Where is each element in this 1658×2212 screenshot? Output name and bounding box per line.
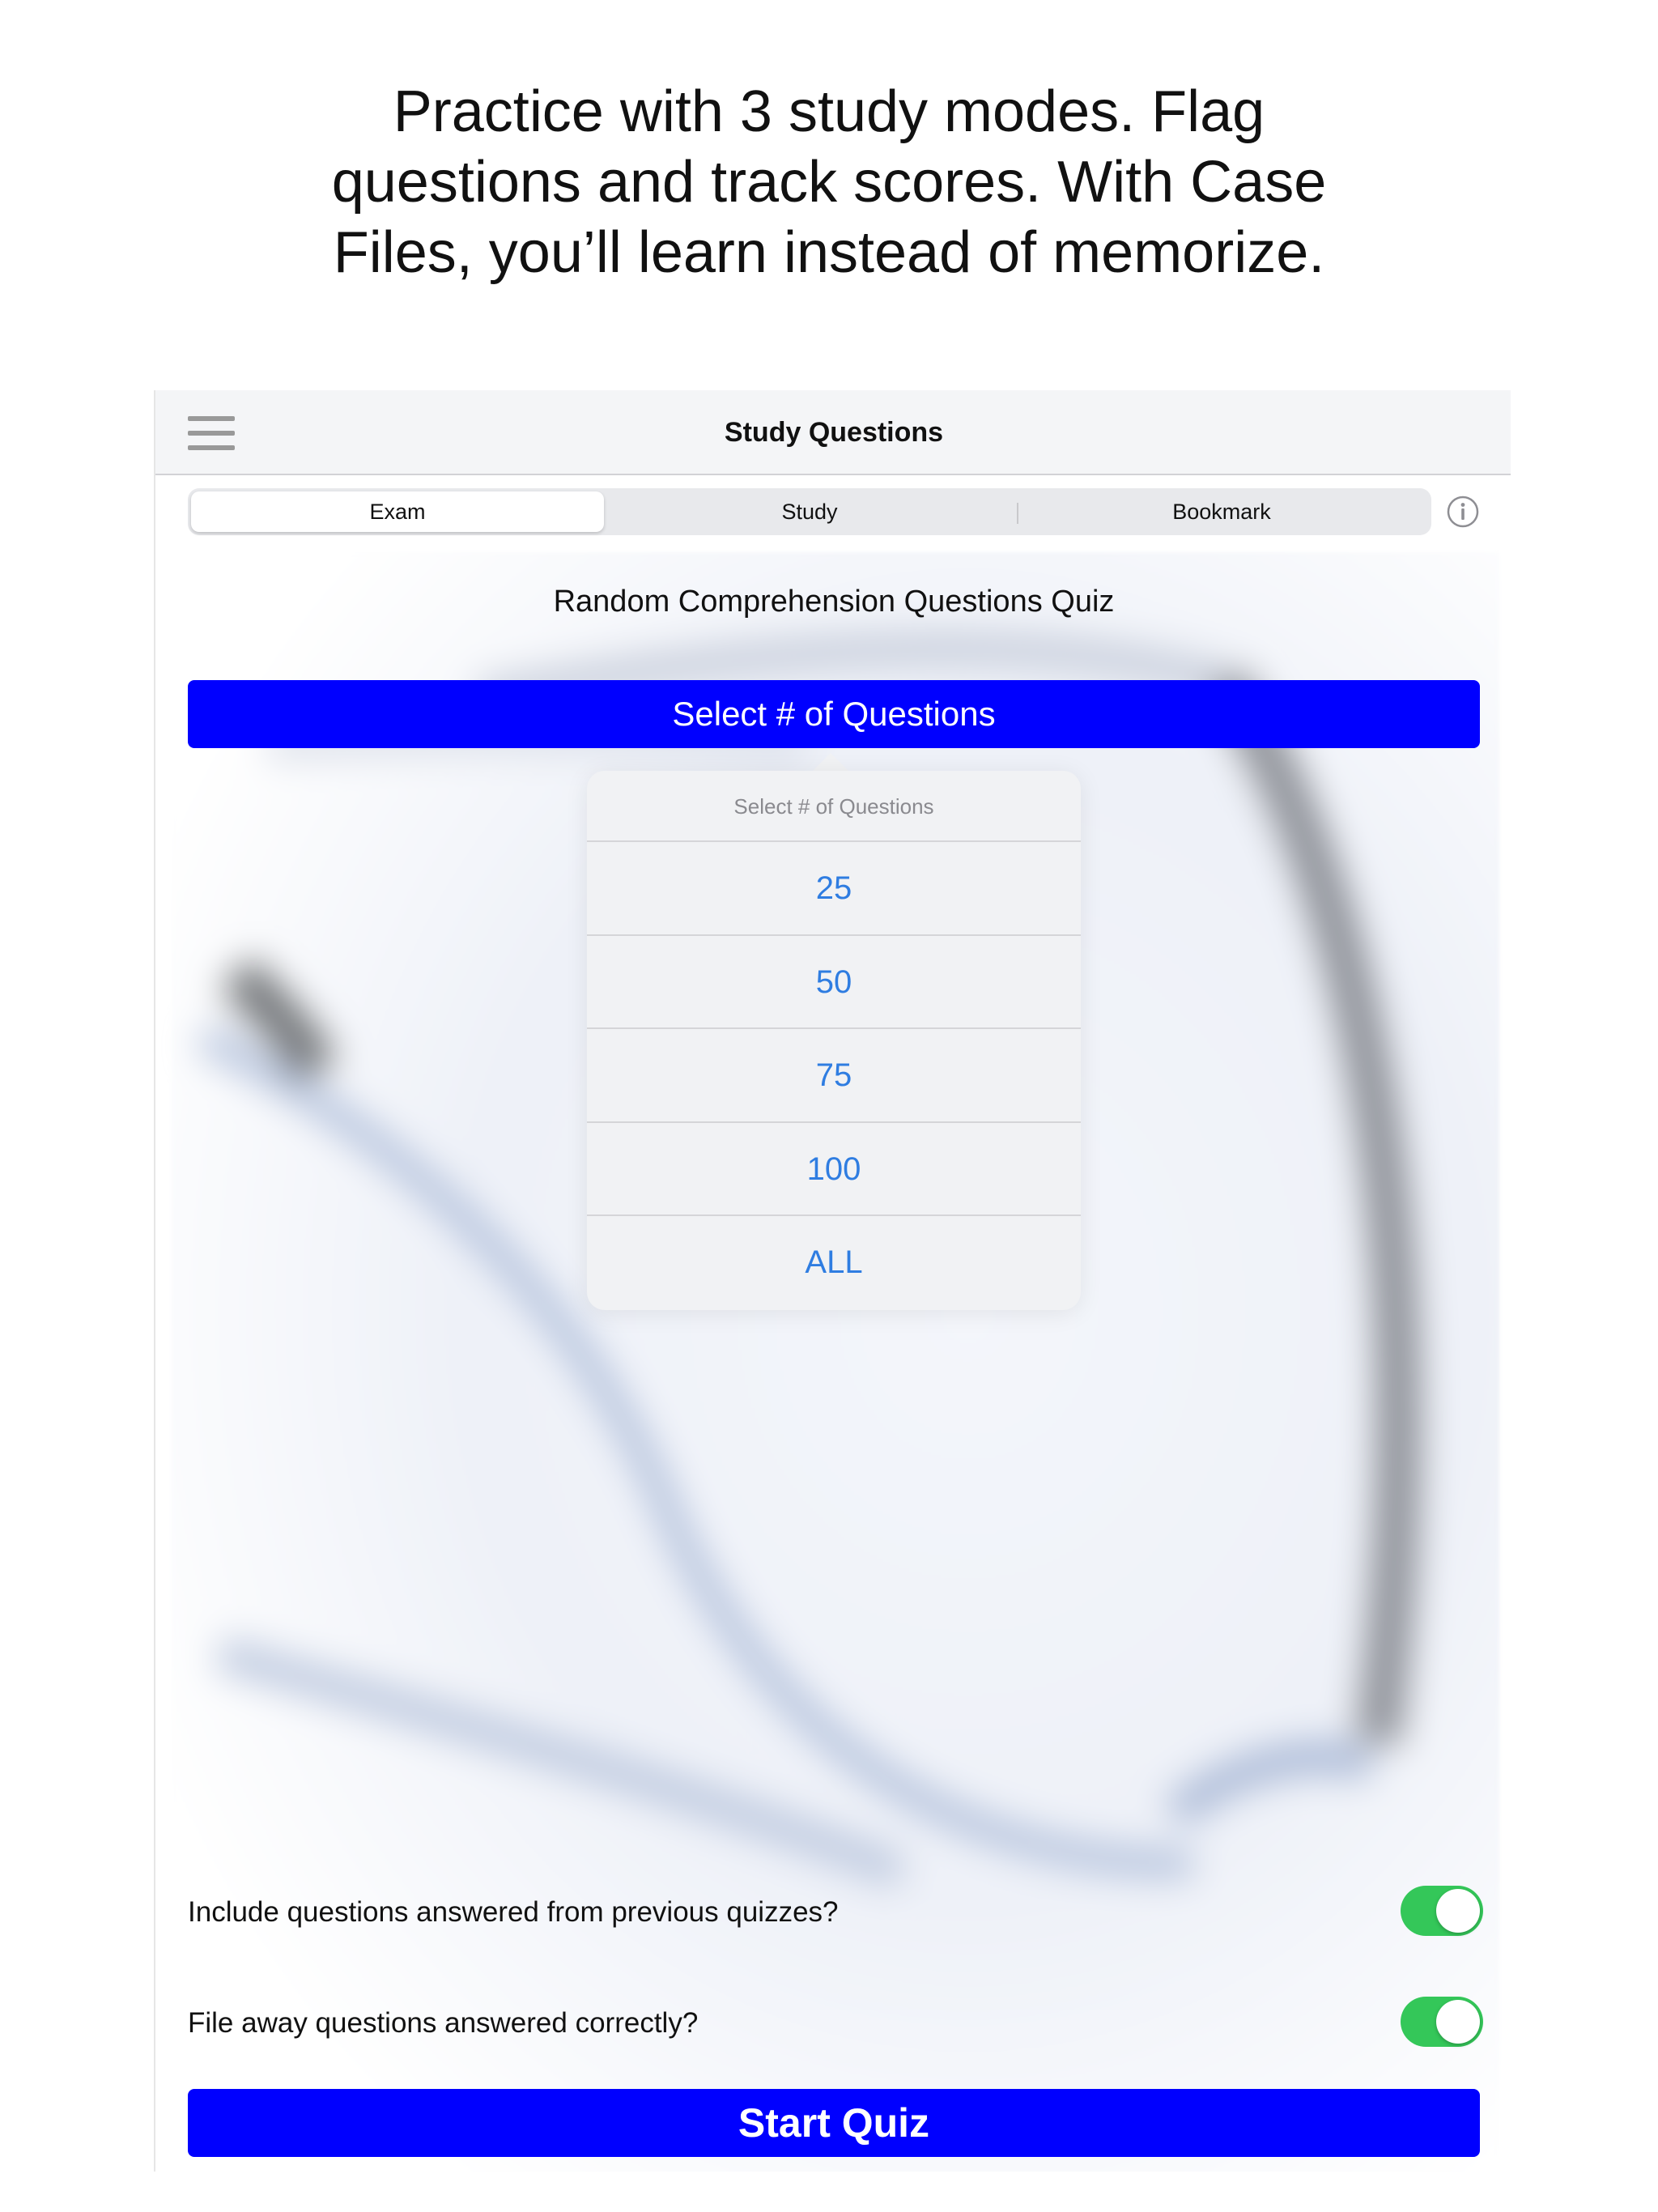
tab-study[interactable]: Study — [781, 500, 838, 524]
app-screen — [154, 390, 1511, 2172]
start-quiz-button[interactable]: Start Quiz — [188, 2089, 1480, 2157]
headline-line: questions and track scores. With Case — [331, 150, 1327, 215]
option-75[interactable]: 75 — [587, 1029, 1081, 1123]
promo-headline — [0, 77, 1658, 288]
include-previous-label: Include questions answered from previous quizzes? — [188, 1896, 839, 1928]
file-away-label: File away questions answered correctly? — [188, 2007, 699, 2039]
select-number-of-questions-button[interactable]: Select # of Questions — [188, 680, 1480, 748]
option-all[interactable]: ALL — [805, 1244, 863, 1280]
segmented-control — [188, 488, 1431, 535]
headline-line: Files, you’ll learn instead of memorize. — [333, 220, 1325, 285]
page-title: Study Questions — [724, 417, 944, 448]
option-50[interactable]: 50 — [587, 936, 1081, 1030]
navigation-bar — [155, 390, 1511, 475]
option-25[interactable]: 25 — [587, 842, 1081, 936]
toggle-knob — [1436, 2000, 1480, 2044]
tab-exam[interactable]: Exam — [191, 491, 604, 532]
include-previous-toggle[interactable] — [1401, 1886, 1483, 1936]
info-circle-icon[interactable] — [1446, 495, 1480, 529]
file-away-toggle[interactable] — [1401, 1997, 1483, 2047]
mode-selector-bar — [155, 475, 1511, 550]
popover-header: Select # of Questions — [587, 771, 1081, 842]
toggle-knob — [1436, 1889, 1480, 1933]
headline-line: Practice with 3 study modes. Flag — [393, 79, 1265, 144]
option-100[interactable]: 100 — [587, 1123, 1081, 1217]
file-away-row — [188, 1995, 1483, 2052]
include-previous-row — [188, 1884, 1483, 1941]
popover-arrow — [811, 753, 850, 772]
question-count-popover — [587, 771, 1081, 1310]
quiz-title: Random Comprehension Questions Quiz — [553, 585, 1115, 619]
tab-bookmark[interactable]: Bookmark — [1172, 500, 1271, 524]
